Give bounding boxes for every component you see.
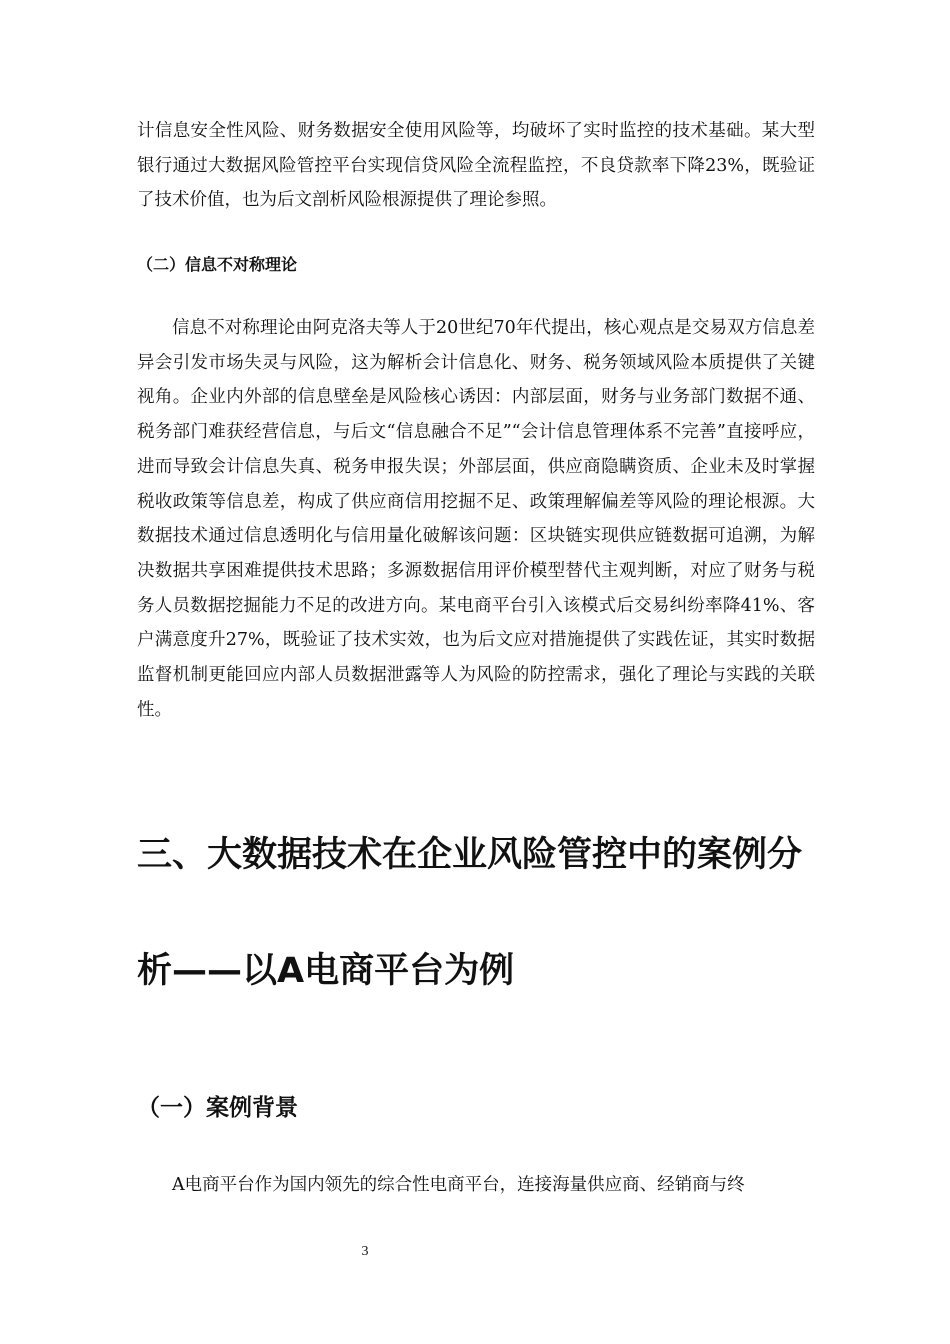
paragraph-continued: 计信息安全性风险、财务数据安全使用风险等，均破坏了实时监控的技术基础。某大型银行通过大数据风险管控平台实现信贷风险全流程监控，不良贷款率下降23%，既验证了技术价值，也为后文剖析风险根源提供了理论参照。	[137, 121, 815, 211]
section-heading-case-background: （一）案例背景	[137, 1095, 298, 1121]
subheading-information-asymmetry: （二）信息不对称理论	[137, 255, 298, 274]
chapter-heading: 三、大数据技术在企业风险管控中的案例分析——以A电商平台为例	[137, 835, 803, 991]
paragraph-information-asymmetry: 信息不对称理论由阿克洛夫等人于20世纪70年代提出，核心观点是交易双方信息差异会引发市场失灵与风险，这为解析会计信息化、财务、税务领域风险本质提供了关键视角。企业内外部的信息壁垒是风险核心诱因：内部层面，财务与业务部门数据不通、税务部门难获经营信息，与后文“信息融合不足”“会计信息管理体系不完善”直接呼应，进而导致会计信息失真、税务申报失误；外部层面，供应商隐瞒资质、企业未及时掌握税收政策等信息差，构成了供应商信用挖掘不足、政策理解偏差等风险的理论根源。大数据技术通过信息透明化与信用量化破解该问题：区块链实现供应链数据可追溯，为解决数据共享困难提供技术思路；多源数据信用评价模型替代主观判断，对应了财务与税务人员数据挖掘能力不足的改进方向。某电商平台引入该模式后交易纠纷率降41%、客户满意度升27%，既验证了技术实效，也为后文应对措施提供了实践佐证，其实时数据监督机制更能回应内部人员数据泄露等人为风险的防控需求，强化了理论与实践的关联性。	[137, 318, 815, 720]
page-number: 3	[361, 1244, 369, 1259]
paragraph-case-background: A电商平台作为国内领先的综合性电商平台，连接海量供应商、经销商与终	[172, 1175, 745, 1195]
